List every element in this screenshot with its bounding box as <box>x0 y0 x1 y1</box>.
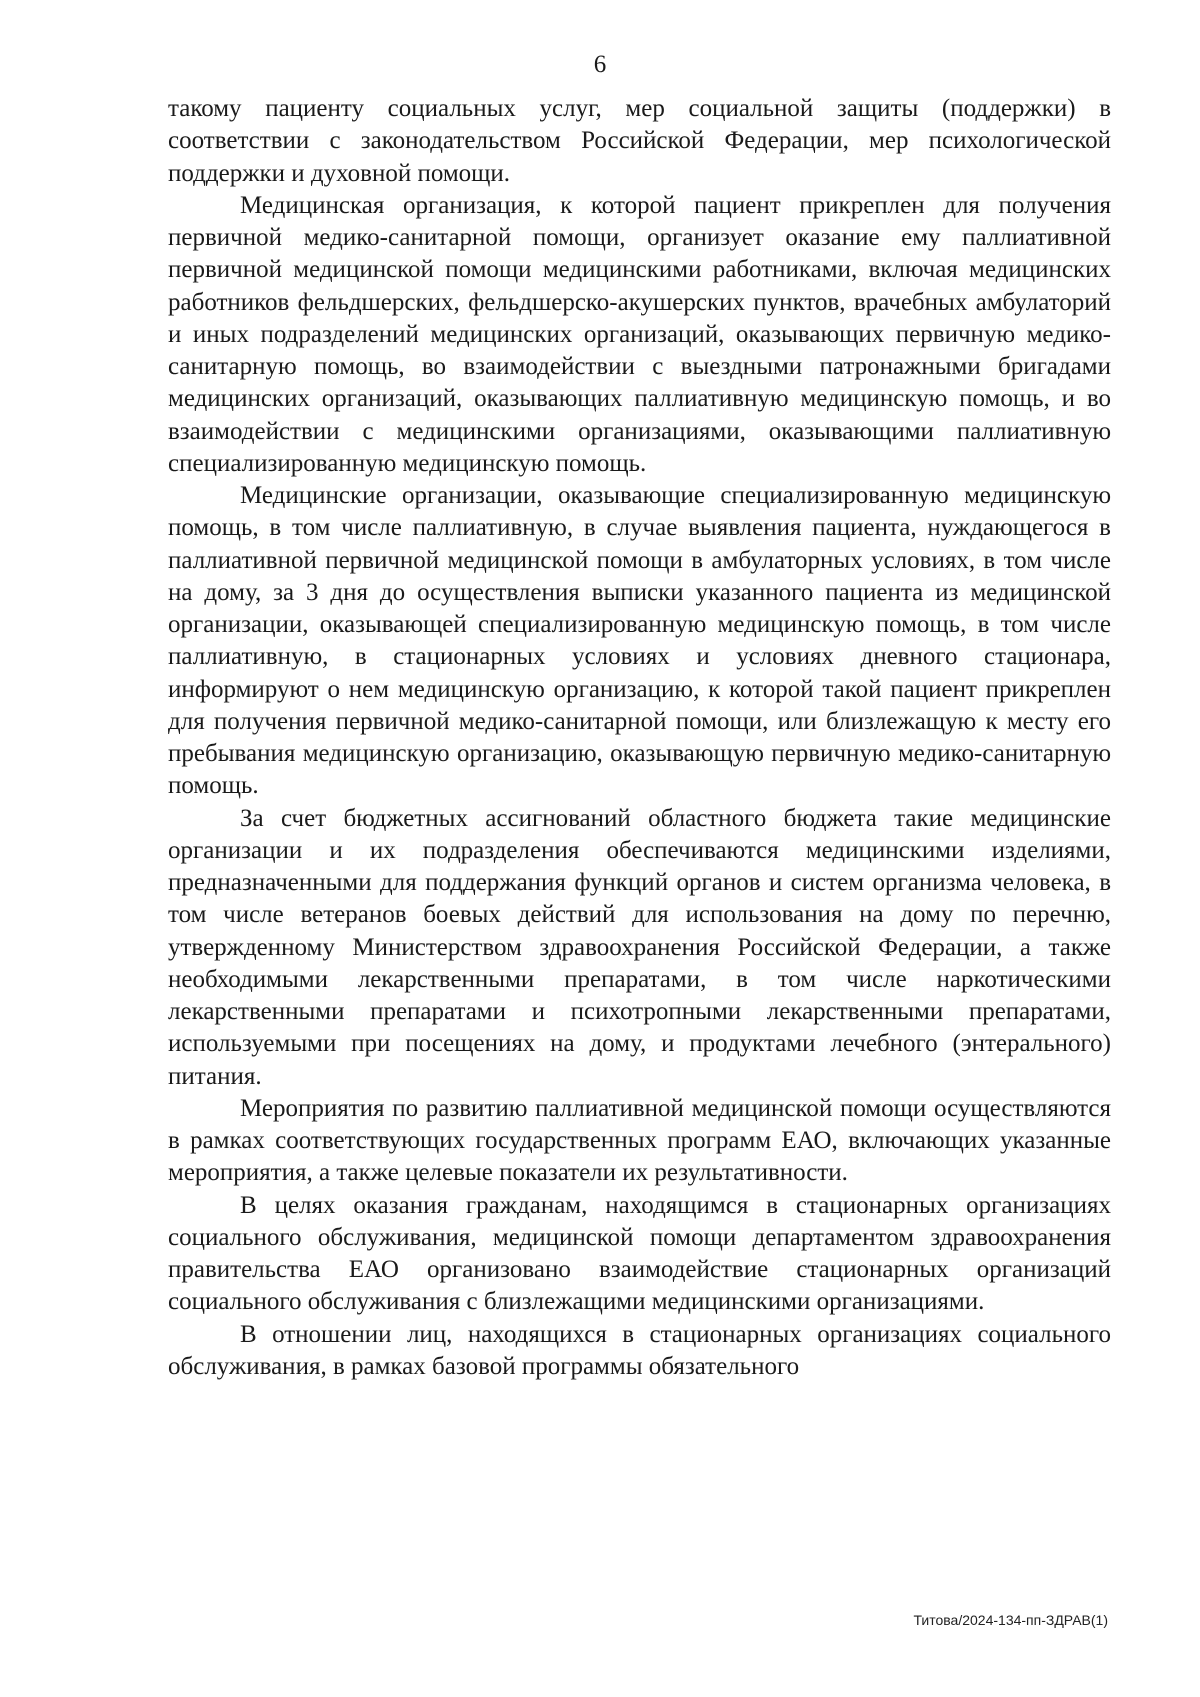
paragraph-budget-funding: За счет бюджетных ассигнований областного бюджета такие медицинские организации и их подразделения обеспечиваются медицинскими изделиями, предназначенными для поддержания функций органов и систем организма человека, в том числе ветеранов боевых действий для использования на дому по перечню, утвержденному Министерством здравоохранения Российской Федерации, а также необходимыми лекарственными препаратами, в том числе наркотическими лекарственными препаратами и психотропными лекарственными препаратами, используемыми при посещениях на дому, и продуктами лечебного (энтерального) питания. <box>168 804 1111 1090</box>
document-code: Титова/2024-134-пп-ЗДРАВ(1) <box>913 1612 1108 1628</box>
paragraph-base-program: В отношении лиц, находящихся в стационарных организациях социального обслуживания, в рамках базовой программы обязательного <box>168 1320 1111 1380</box>
paragraph-social-service-organizations: В целях оказания гражданам, находящимся в стационарных организациях социального обслуживания, медицинской помощи департаментом здравоохранения правительства ЕАО организовано взаимодействие стационарных организаций социального обслуживания с близлежащими медицинскими организациями. <box>168 1191 1111 1316</box>
page-number: 6 <box>593 51 607 78</box>
paragraph-continuation: такому пациенту социальных услуг, мер социальной защиты (поддержки) в соответствии с законодательством Российской Федерации, мер психологической поддержки и духовной помощи. <box>168 95 1111 187</box>
paragraph-development-measures: Мероприятия по развитию паллиативной медицинской помощи осуществляются в рамках соответствующих государственных программ ЕАО, включающих указанные мероприятия, а также целевые показатели их результативности. <box>168 1094 1111 1187</box>
document-body <box>168 93 1111 1383</box>
paragraph-specialized-organizations: Медицинские организации, оказывающие специализированную медицинскую помощь, в том числе паллиативную, в случае выявления пациента, нуждающегося в паллиативной первичной медицинской помощи в амбулаторных условиях, в том числе на дому, за 3 дня до осуществления выписки указанного пациента из медицинской организации, оказывающей специализированную медицинскую помощь, в том числе паллиативную, в стационарных условиях и условиях дневного стационара, информируют о нем медицинскую организацию, к которой такой пациент прикреплен для получения первичной медико-санитарной помощи, или близлежащую к месту его пребывания медицинскую организацию, оказывающую первичную медико-санитарную помощь. <box>168 482 1111 800</box>
paragraph-medical-organization: Медицинская организация, к которой пациент прикреплен для получения первичной медико-санитарной помощи, организует оказание ему паллиативной первичной медицинской помощи медицинскими работниками, включая медицинских работников фельдшерских, фельдшерско-акушерских пунктов, врачебных амбулаторий и иных подразделений медицинских организаций, оказывающих первичную медико-санитарную помощь, во взаимодействии с выездными патронажными бригадами медицинских организаций, оказывающих паллиативную медицинскую помощь, и во взаимодействии с медицинскими организациями, оказывающими паллиативную специализированную медицинскую помощь. <box>168 191 1111 477</box>
